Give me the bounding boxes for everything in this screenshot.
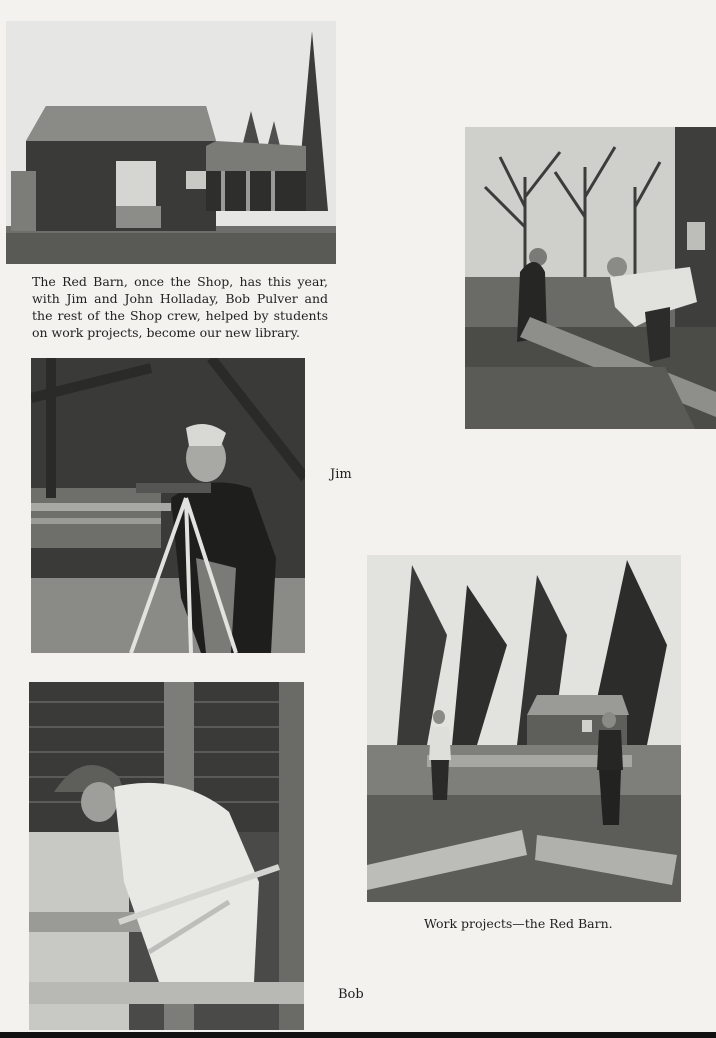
jim-label: Jim xyxy=(330,467,352,482)
bob-label: Bob xyxy=(338,987,364,1002)
page-bottom-edge xyxy=(0,1032,716,1038)
bob-photo xyxy=(29,682,304,1030)
work-crew-photo xyxy=(465,127,716,429)
work-projects-photo xyxy=(367,555,681,902)
red-barn-caption: The Red Barn, once the Shop, has this year, with Jim and John Holladay, Bob Pulver and the rest of the Shop crew, helped by students on work projects, become our new library. xyxy=(32,274,328,340)
jim-photo xyxy=(31,358,305,653)
red-barn-photo xyxy=(6,21,336,264)
work-projects-caption: Work projects—the Red Barn. xyxy=(424,916,613,931)
